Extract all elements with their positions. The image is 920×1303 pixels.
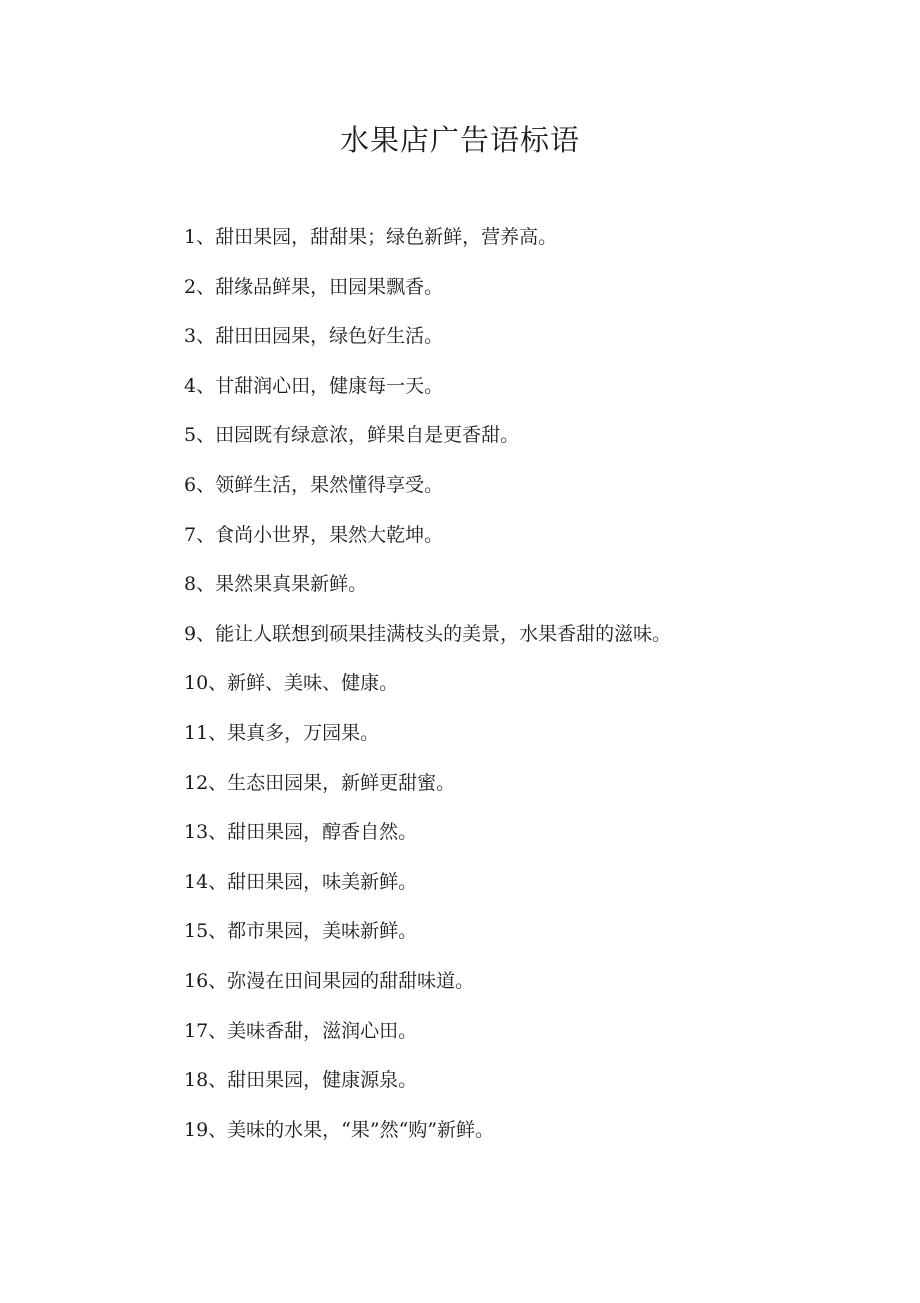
slogan-list (184, 224, 694, 1166)
list-item: 2、甜缘品鲜果，田园果飘香。 (184, 275, 444, 298)
list-item: 9、能让人联想到硕果挂满枝头的美景，水果香甜的滋味。 (184, 622, 672, 645)
list-item: 7、食尚小世界，果然大乾坤。 (184, 523, 444, 546)
list-item: 14、甜田果园，味美新鲜。 (184, 870, 418, 893)
list-item: 12、生态田园果，新鲜更甜蜜。 (184, 771, 456, 794)
list-item: 4、甘甜润心田，健康每一天。 (184, 374, 444, 397)
list-item: 15、都市果园，美味新鲜。 (184, 920, 418, 943)
list-item: 5、田园既有绿意浓，鲜果自是更香甜。 (184, 424, 520, 447)
page-title: 水果店广告语标语 (339, 123, 580, 157)
list-item: 17、美味香甜，滋润心田。 (184, 1019, 418, 1042)
list-item: 10、新鲜、美味、健康。 (184, 672, 399, 695)
list-item: 8、果然果真果新鲜。 (184, 573, 368, 596)
list-item: 18、甜田果园，健康源泉。 (184, 1069, 418, 1092)
list-item: 19、美味的水果，“果”然“购”新鲜。 (184, 1118, 495, 1141)
list-item: 13、甜田果园，醇香自然。 (184, 821, 418, 844)
list-item: 3、甜田田园果，绿色好生活。 (184, 325, 444, 348)
list-item: 11、果真多，万园果。 (184, 721, 380, 744)
list-item: 1、甜田果园，甜甜果；绿色新鲜，营养高。 (184, 226, 558, 248)
list-item: 6、领鲜生活，果然懂得享受。 (184, 473, 444, 496)
list-item: 16、弥漫在田间果园的甜甜味道。 (184, 969, 475, 992)
